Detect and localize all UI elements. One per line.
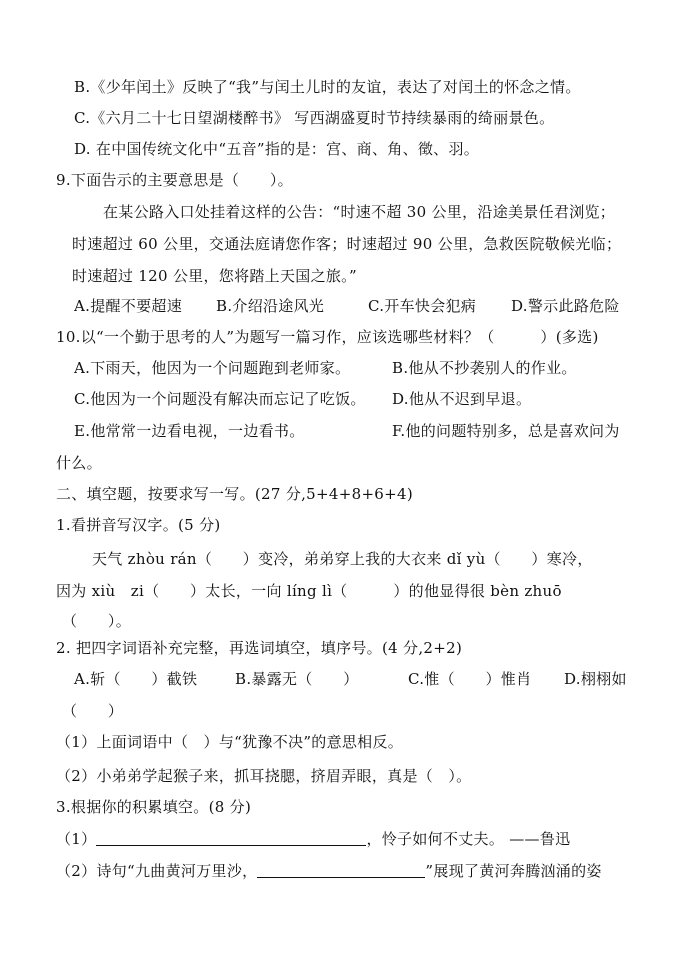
s2q2-option-b: B.暴露无（ ） [235,670,359,688]
s2q2-sub1: （1）上面词语中（ ）与“犹豫不决”的意思相反。 [56,733,404,751]
answer-blank[interactable] [257,861,425,878]
s2q1-line2: 因为 xiù zi（ ）太长，一向 líng lì（ ）的他显得很 bèn zhuō [56,582,562,600]
q10-option-c: C.他因为一个问题没有解决而忘记了吃饭。 [74,390,366,408]
q9-notice-line2: 时速超过 60 公里，交通法庭请您作客；时速超过 90 公里，急救医院敬候光临； [72,235,622,253]
q9-stem: 9.下面告示的主要意思是（ ）。 [56,171,293,189]
s2q3-sub1 [56,829,570,849]
q10-option-e: E.他常常一边看电视，一边看书。 [74,422,305,440]
q9-option-b: B.介绍沿途风光 [216,297,325,315]
s2q1-title: 1.看拼音写汉字。(5 分) [56,516,221,534]
s2q2-sub2: （2）小弟弟学起猴子来，抓耳挠腮，挤眉弄眼，真是（ ）。 [56,767,472,785]
q8-option-d: D. 在中国传统文化中“五音”指的是：宫、商、角、徵、羽。 [74,140,480,158]
answer-blank[interactable] [96,829,366,846]
q9-notice-line1: 在某公路入口处挂着这样的公告：“时速不超 30 公里，沿途美景任君浏览； [103,203,616,221]
q10-option-f: F.他的问题特别多，总是喜欢问为 [392,422,620,440]
q8-option-c: C.《六月二十七日望湖楼醉书》 写西湖盛夏时节持续暴雨的绮丽景色。 [74,109,555,127]
s2q3-sub2 [56,861,602,881]
s2q2-option-d: D.栩栩如 [564,670,627,688]
q9-notice-line3: 时速超过 120 公里，您将踏上天国之旅。” [72,267,357,285]
section-2-heading: 二、填空题，按要求写一写。(27 分,5+4+8+6+4) [56,485,414,503]
s2q2-title: 2. 把四字词语补充完整，再选词填空，填序号。(4 分,2+2) [56,639,463,657]
q9-option-c: C.开车快会犯病 [368,297,477,315]
q10-option-f-cont: 什么。 [56,454,102,472]
s2q1-line1: 天气 zhòu rán（ ）变冷，弟弟穿上我的大衣来 dǐ yù（ ）寒冷， [92,550,593,568]
s2q2-option-c: C.惟（ ）惟肖 [408,670,532,688]
q10-option-a: A.下雨天，他因为一个问题跑到老师家。 [74,359,351,377]
q10-stem: 10.以“一个勤于思考的人”为题写一篇习作，应该选哪些材料？（ ）(多选) [56,328,599,346]
s2q3-sub2-pre: （2）诗句“九曲黄河万里沙， [56,862,258,880]
s2q2-option-a: A.斩（ ）截铁 [74,670,198,688]
s2q3-sub1-text: ，怜子如何不丈夫。 ——鲁迅 [366,830,571,848]
s2q3-sub2-post: ”展现了黄河奔腾汹涌的姿 [425,862,602,880]
s2q2-option-d-cont: （ ） [62,702,124,720]
q9-option-a: A.提醒不要超速 [74,297,183,315]
q10-option-b: B.他从不抄袭别人的作业。 [392,359,577,377]
q10-option-d: D.他从不迟到早退。 [392,390,532,408]
s2q1-line3: （ ）。 [62,612,132,630]
s2q3-sub1-number: （1） [56,830,97,848]
q9-option-d: D.警示此路危险 [511,297,620,315]
q8-option-b: B.《少年闰土》反映了“我”与闰土儿时的友谊，表达了对闰土的怀念之情。 [74,78,581,96]
s2q3-title: 3.根据你的积累填空。(8 分) [56,798,252,816]
